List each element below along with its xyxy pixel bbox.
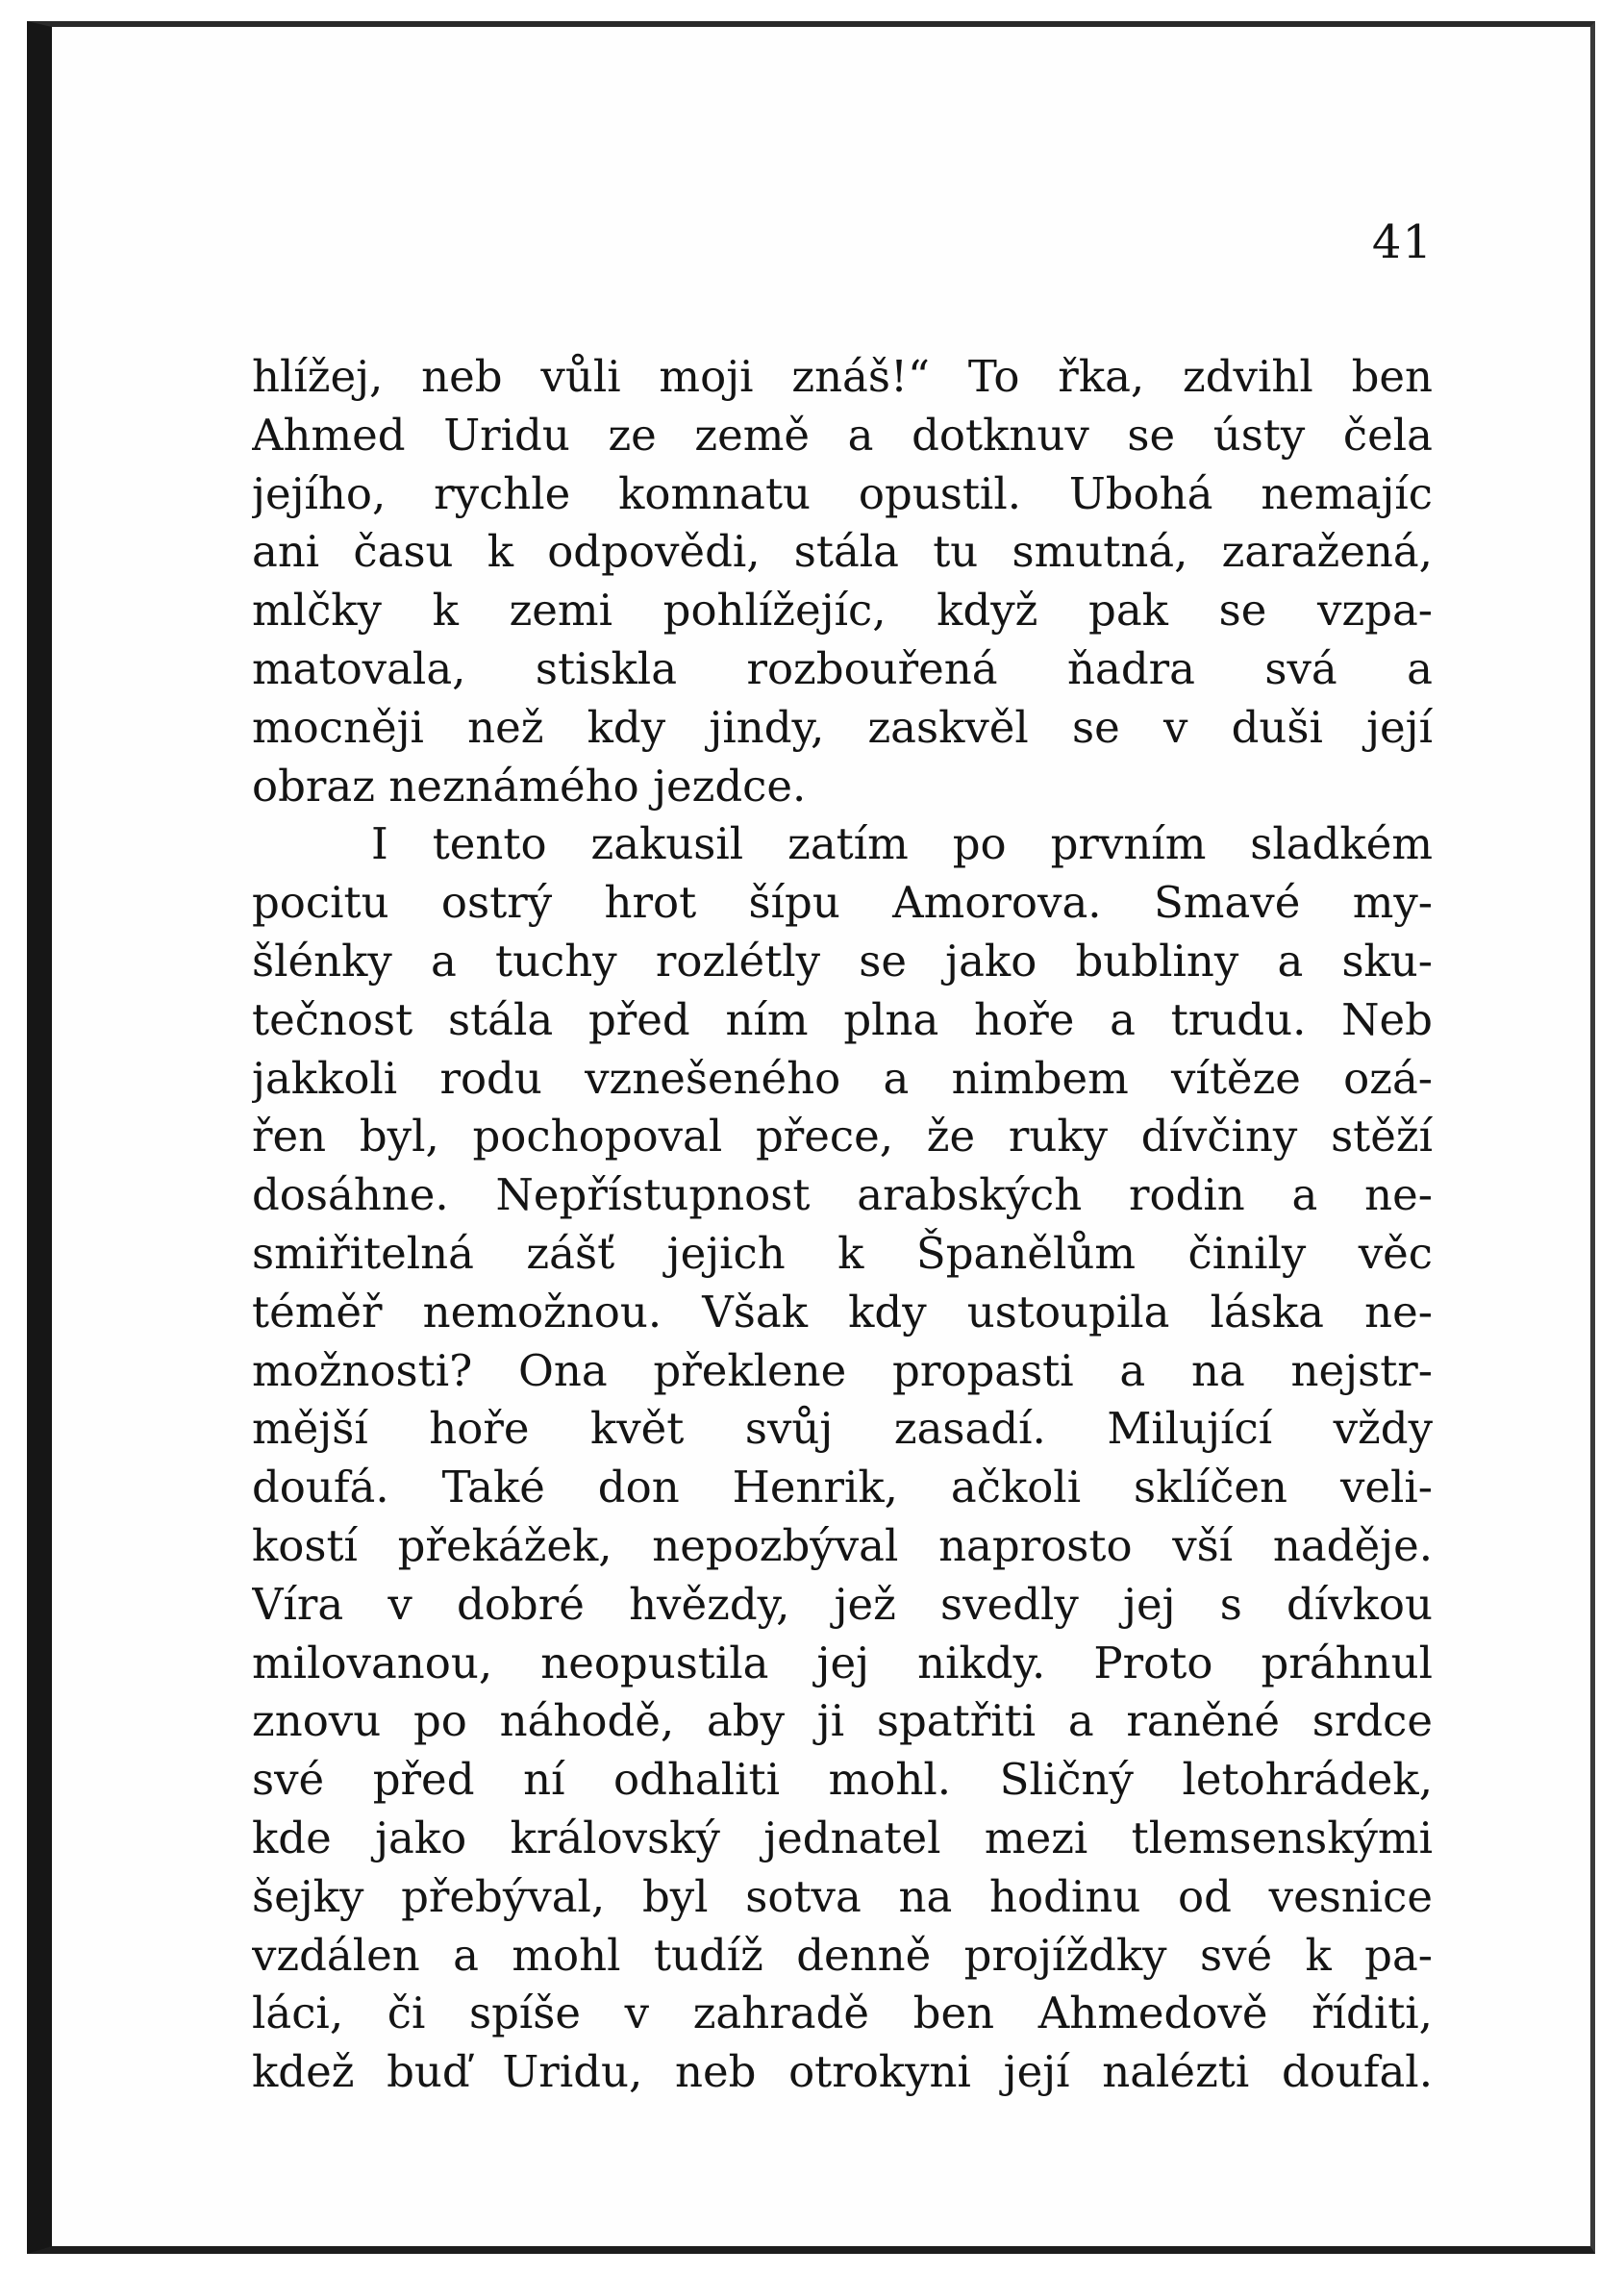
text-line: mlčky k zemi pohlížejíc, když pak se vzpa- <box>252 585 1433 637</box>
text-line: obraz neznámého jezdce. <box>252 760 807 812</box>
text-line: ani času k odpovědi, stála tu smutná, zaražená, <box>252 526 1433 578</box>
text-line: kdež buď Uridu, neb otrokyni její nalézti doufal. <box>252 2046 1433 2098</box>
text-line: kde jako královský jednatel mezi tlemsenskými <box>252 1812 1433 1863</box>
body-text <box>252 348 1433 2102</box>
text-line: vzdálen a mohl tudíž denně projíždky své k pa- <box>252 1929 1433 1981</box>
text-line: Víra v dobré hvězdy, jež svedly jej s dívkou <box>252 1578 1433 1630</box>
page-number: 41 <box>1371 215 1433 269</box>
text-line: kostí překážek, nepozbýval naprosto vší naděje. <box>252 1519 1433 1571</box>
text-line: řen byl, pochopoval přece, že ruky dívčiny stěží <box>252 1111 1433 1162</box>
text-line: tečnost stála před ním plna hoře a trudu. Neb <box>252 993 1433 1045</box>
text-line: Ahmed Uridu ze země a dotknuv se ústy čela <box>252 409 1433 461</box>
text-line: mější hoře květ svůj zasadí. Milující vždy <box>252 1403 1433 1455</box>
text-line: znovu po náhodě, aby ji spatřiti a raněné srdce <box>252 1695 1433 1747</box>
text-line: jejího, rychle komnatu opustil. Ubohá nemajíc <box>252 467 1433 519</box>
text-line: dosáhne. Nepřístupnost arabských rodin a ne- <box>252 1169 1433 1221</box>
text-line: své před ní odhaliti mohl. Sličný letohrádek, <box>252 1754 1433 1806</box>
text-line: hlížej, neb vůli moji znáš!“ To řka, zdvihl ben <box>252 351 1433 402</box>
text-line: možnosti? Ona překlene propasti a na nejstr- <box>252 1344 1433 1396</box>
text-line: šejky přebýval, byl sotva na hodinu od vesnice <box>252 1870 1433 1922</box>
text-line: milovanou, neopustila jej nikdy. Proto práhnul <box>252 1637 1433 1688</box>
text-line: jakkoli rodu vznešeného a nimbem vítěze ozá- <box>252 1052 1433 1104</box>
text-line: mocněji než kdy jindy, zaskvěl se v duši její <box>252 701 1433 753</box>
text-line: I tento zakusil zatím po prvním sladkém <box>371 818 1433 870</box>
text-line: doufá. Také don Henrik, ačkoli sklíčen veli- <box>252 1462 1433 1513</box>
text-line: téměř nemožnou. Však kdy ustoupila láska ne- <box>252 1286 1433 1338</box>
text-line: pocitu ostrý hrot šípu Amorova. Smavé my- <box>252 877 1433 929</box>
text-line: matovala, stiskla rozbouřená ňadra svá a <box>252 642 1433 694</box>
text-line: láci, či spíše v zahradě ben Ahmedově říditi, <box>252 1988 1433 2039</box>
text-line: smiřitelná zášť jejich k Španělům činily věc <box>252 1227 1433 1279</box>
text-line: šlénky a tuchy rozlétly se jako bubliny a sku- <box>252 935 1433 987</box>
